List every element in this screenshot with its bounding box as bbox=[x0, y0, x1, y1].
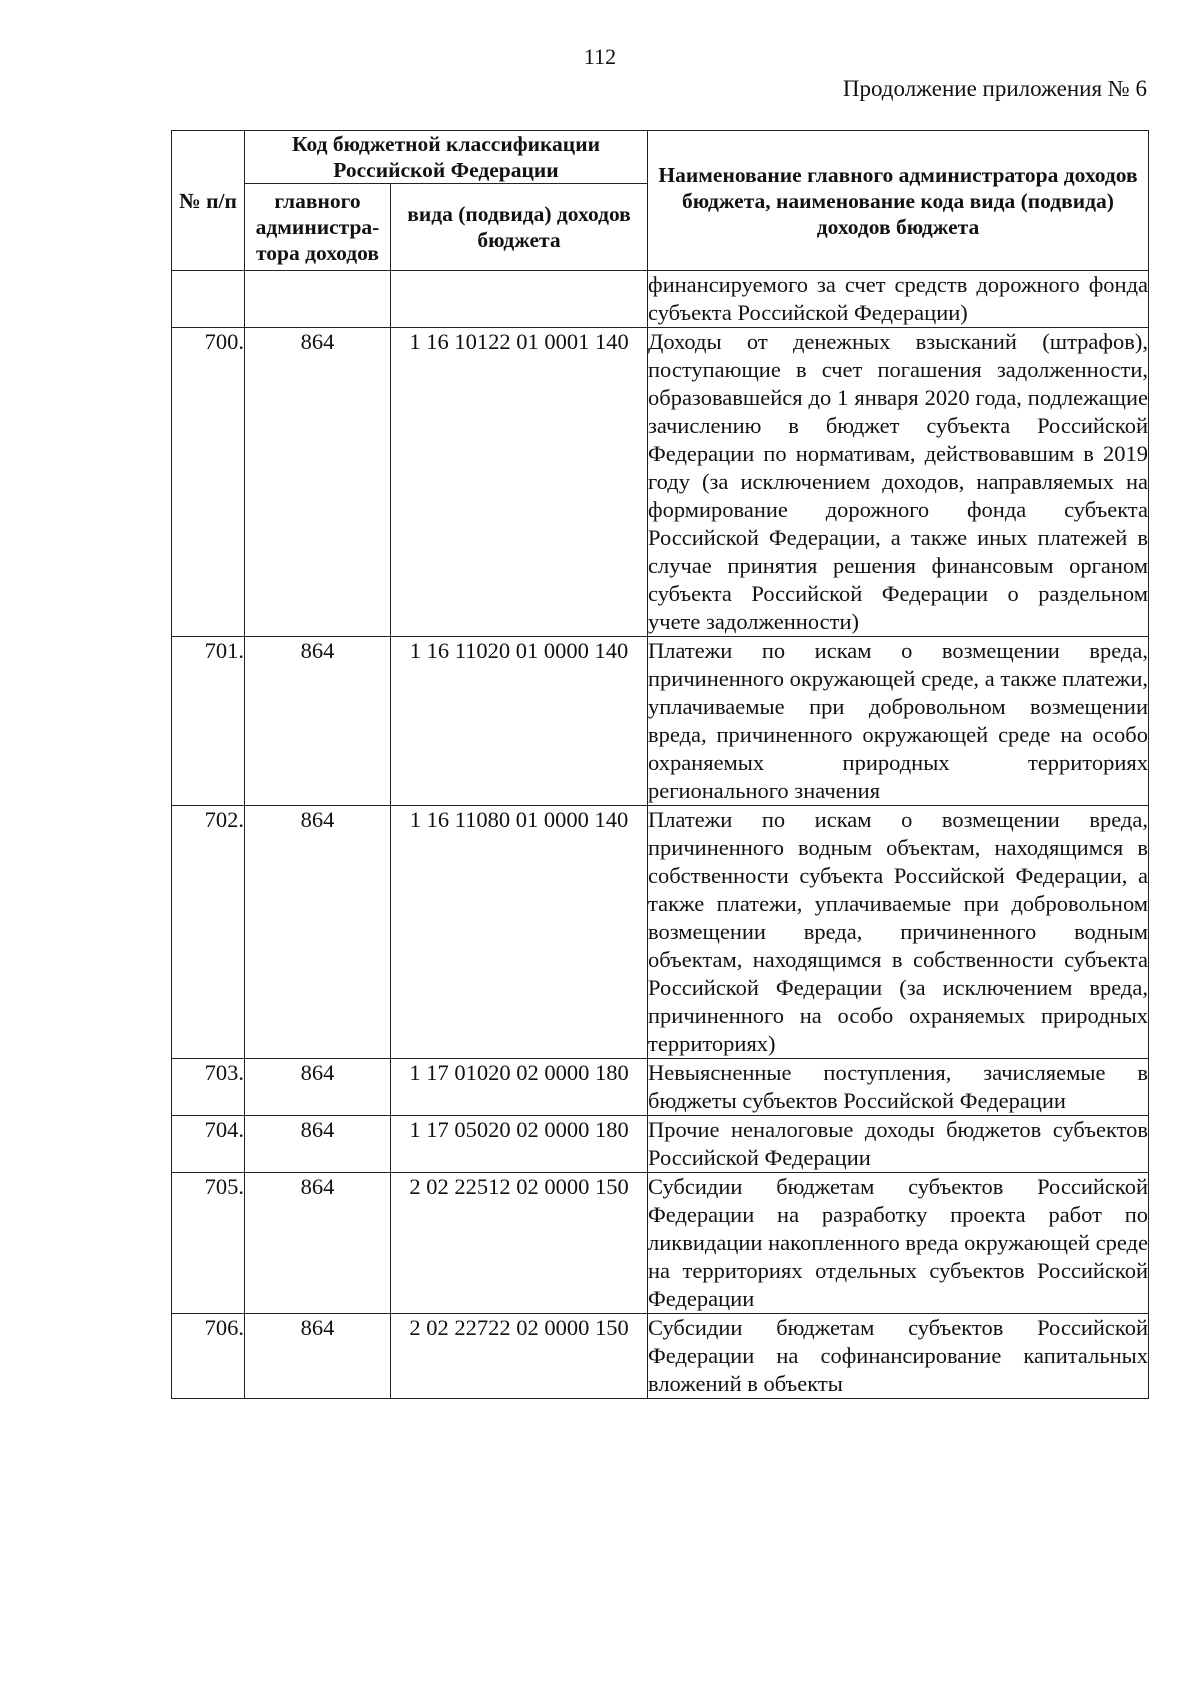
row-name: Субсидии бюджетам субъектов Российской Федерации на софинансирование капитальных вложений в объекты bbox=[648, 1314, 1149, 1399]
row-name: Невыясненные поступления, зачисляемые в бюджеты субъектов Российской Федерации bbox=[648, 1059, 1149, 1116]
row-kind-code: 1 17 01020 02 0000 180 bbox=[391, 1059, 648, 1116]
row-number: 702. bbox=[172, 806, 245, 1059]
row-number bbox=[172, 271, 245, 328]
row-name: Прочие неналоговые доходы бюджетов субъектов Российской Федерации bbox=[648, 1116, 1149, 1173]
row-kind-code: 1 16 10122 01 0001 140 bbox=[391, 328, 648, 637]
row-admin-code: 864 bbox=[245, 1314, 391, 1399]
row-number: 703. bbox=[172, 1059, 245, 1116]
row-kind-code bbox=[391, 271, 648, 328]
table-row bbox=[172, 806, 1149, 1059]
row-admin-code: 864 bbox=[245, 806, 391, 1059]
row-admin-code: 864 bbox=[245, 328, 391, 637]
appendix-continuation-label: Продолжение приложения № 6 bbox=[842, 76, 1147, 101]
table-row bbox=[172, 637, 1149, 806]
row-kind-code: 1 16 11080 01 0000 140 bbox=[391, 806, 648, 1059]
header-admin-code: главного администра-тора доходов bbox=[245, 184, 391, 271]
row-name: Доходы от денежных взысканий (штрафов), поступающие в счет погашения задолженности, образовавшейся до 1 января 2020 года, подлежащие зачислению в бюджет субъекта Российской Федерации по нормативам, действовавшим в 2019 году (за исключением доходов, направляемых на формирование дорожного фонда субъекта Российской Федерации, а также иных платежей в случае принятия решения финансовым органом субъекта Российской Федерации о раздельном учете задолженности) bbox=[648, 328, 1149, 637]
table-row bbox=[172, 328, 1149, 637]
row-number: 701. bbox=[172, 637, 245, 806]
page-number: 112 bbox=[583, 44, 617, 69]
row-number: 705. bbox=[172, 1173, 245, 1314]
row-admin-code bbox=[245, 271, 391, 328]
row-number: 706. bbox=[172, 1314, 245, 1399]
table-header-row bbox=[172, 131, 1149, 184]
row-admin-code: 864 bbox=[245, 637, 391, 806]
row-admin-code: 864 bbox=[245, 1173, 391, 1314]
row-name: финансируемого за счет средств дорожного фонда субъекта Российской Федерации) bbox=[648, 271, 1149, 328]
budget-classification-table bbox=[171, 130, 1149, 1399]
row-admin-code: 864 bbox=[245, 1059, 391, 1116]
header-number: № п/п bbox=[172, 131, 245, 271]
row-name: Платежи по искам о возмещении вреда, причиненного окружающей среде, а также платежи, уплачиваемые при добровольном возмещении вреда, причиненного окружающей среде на особо охраняемых природных территориях регионального значения bbox=[648, 637, 1149, 806]
row-kind-code: 1 16 11020 01 0000 140 bbox=[391, 637, 648, 806]
row-kind-code: 2 02 22512 02 0000 150 bbox=[391, 1173, 648, 1314]
table-row bbox=[172, 1116, 1149, 1173]
table-body bbox=[172, 271, 1149, 1399]
table-row bbox=[172, 1173, 1149, 1314]
header-kind-code: вида (подвида) доходов бюджета bbox=[391, 184, 648, 271]
row-kind-code: 1 17 05020 02 0000 180 bbox=[391, 1116, 648, 1173]
row-admin-code: 864 bbox=[245, 1116, 391, 1173]
table-row bbox=[172, 1059, 1149, 1116]
row-kind-code: 2 02 22722 02 0000 150 bbox=[391, 1314, 648, 1399]
row-name: Субсидии бюджетам субъектов Российской Федерации на разработку проекта работ по ликвидации накопленного вреда окружающей среде на территориях отдельных субъектов Российской Федерации bbox=[648, 1173, 1149, 1314]
row-number: 700. bbox=[172, 328, 245, 637]
header-code-group: Код бюджетной классификации Российской Федерации bbox=[245, 131, 648, 184]
row-number: 704. bbox=[172, 1116, 245, 1173]
table-row bbox=[172, 1314, 1149, 1399]
row-name: Платежи по искам о возмещении вреда, причиненного водным объектам, находящимся в собственности субъекта Российской Федерации, а также платежи, уплачиваемые при добровольном возмещении вреда, причиненного водным объектам, находящимся в собственности субъекта Российской Федерации (за исключением вреда, причиненного на особо охраняемых природных территориях) bbox=[648, 806, 1149, 1059]
table-row bbox=[172, 271, 1149, 328]
header-name: Наименование главного администратора доходов бюджета, наименование кода вида (подвида) доходов бюджета bbox=[648, 131, 1149, 271]
